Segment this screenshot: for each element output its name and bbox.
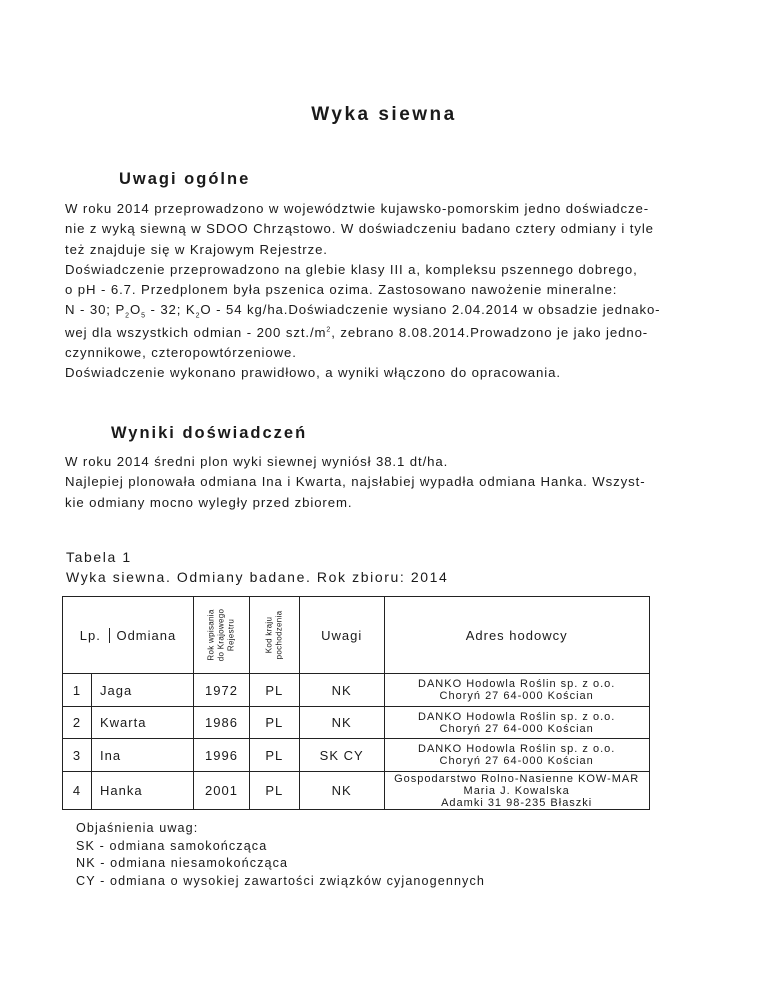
table-row <box>63 674 650 707</box>
density-line: wej dla wszystkich odmian - 200 $szt./m^2$, zebrano 8.08.2014.Prowadzono je jako jedno- <box>65 324 649 340</box>
cell-year: 1972 <box>194 674 250 707</box>
cell-year: 1996 <box>194 739 250 772</box>
legend-item: CY - odmiana o wysokiej zawartości związków cyjanogennych <box>76 873 485 888</box>
cell-country: PL <box>250 772 300 810</box>
cell-notes: NK <box>299 674 384 707</box>
cell-lp: 1 <box>63 674 92 707</box>
cell-lp: 3 <box>63 739 92 772</box>
cell-variety: Hanka <box>92 772 194 810</box>
text-line: Najlepiej plonowała odmiana Ina i Kwarta, najsłabiej wypadła odmiana Hanka. Wszyst- <box>65 474 646 490</box>
cell-notes: NK <box>299 772 384 810</box>
cell-variety: Jaga <box>92 674 194 707</box>
results-text <box>65 452 725 513</box>
table-number: Tabela 1 <box>66 549 132 565</box>
notes-legend <box>76 820 485 890</box>
section-heading-results: Wyniki doświadczeń <box>111 424 308 442</box>
text-line: czynnikowe, czteropowtórzeniowe. <box>65 345 297 361</box>
cell-notes: SK CY <box>299 739 384 772</box>
cell-address: DANKO Hodowla Roślin sp. z o.o. Choryń 27 64-000 Kościan <box>384 739 649 772</box>
table-row <box>63 772 650 810</box>
section-heading-general: Uwagi ogólne <box>119 170 251 188</box>
cell-country: PL <box>250 739 300 772</box>
header-country-code: Kod kraju pochodzenia <box>250 597 300 674</box>
table-caption <box>66 547 448 587</box>
cell-lp: 4 <box>63 772 92 810</box>
table-title: Wyka siewna. Odmiany badane. Rok zbioru: 2014 <box>66 569 449 585</box>
cell-variety: Ina <box>92 739 194 772</box>
text-line: W roku 2014 średni plon wyki siewnej wyniósł 38.1 dt/ha. <box>65 454 449 469</box>
page-title: Wyka siewna <box>311 104 457 125</box>
cell-year: 2001 <box>194 772 250 810</box>
header-lp: Lp. <box>79 627 101 643</box>
header-breeder-address: Adres hodowcy <box>384 597 649 674</box>
cell-country: PL <box>250 674 300 707</box>
text-line: nie z wyką siewną w SDOO Chrząstowo. W doświadczeniu badano cztery odmiany i tyle <box>65 221 654 237</box>
text-line: Doświadczenie przeprowadzono na glebie klasy III a, kompleksu pszennego dobrego, <box>65 261 638 277</box>
general-remarks-text <box>65 199 725 384</box>
cell-address: Gospodarstwo Rolno-Nasienne KOW-MAR Maria J. Kowalska Adamki 31 98-235 Błaszki <box>384 772 649 810</box>
cell-lp: 2 <box>63 707 92 739</box>
cell-country: PL <box>250 707 300 739</box>
header-registration-year: Rok wpisania do Krajowego Rejestru <box>194 597 250 674</box>
text-line: o pH - 6.7. Przedplonem była pszenica ozima. Zastosowano nawożenie mineralne: <box>65 282 618 298</box>
cell-variety: Kwarta <box>92 707 194 739</box>
header-lp-odmiana <box>63 597 194 674</box>
cell-address: DANKO Hodowla Roślin sp. z o.o. Choryń 27 64-000 Kościan <box>384 674 649 707</box>
header-notes: Uwagi <box>299 597 384 674</box>
fertilization-line: N - 30; $P_2O_5 - 32$; $K_2O - 54$ kg/ha.Doświadczenie wysiano 2.04.2014 w obsadzie jednako- <box>65 302 661 321</box>
table-row <box>63 739 650 772</box>
legend-item: NK - odmiana niesamokończąca <box>76 856 289 871</box>
cell-address: DANKO Hodowla Roślin sp. z o.o. Choryń 27 64-000 Kościan <box>384 707 649 739</box>
varieties-table <box>62 596 650 810</box>
cell-year: 1986 <box>194 707 250 739</box>
legend-title: Objaśnienia uwag: <box>76 821 199 835</box>
text-line: Doświadczenie wykonano prawidłowo, a wyniki włączono do opracowania. <box>65 365 561 381</box>
text-line: też znajduje się w Krajowym Rejestrze. <box>65 241 328 257</box>
text-line: kie odmiany mocno wyległy przed zbiorem. <box>65 494 353 510</box>
table-header-row <box>63 597 650 674</box>
text-line: W roku 2014 przeprowadzono w województwie kujawsko-pomorskim jedno doświadcze- <box>65 201 650 216</box>
header-odmiana: Odmiana <box>109 628 176 643</box>
table-row <box>63 707 650 739</box>
legend-item: SK - odmiana samokończąca <box>76 838 268 853</box>
cell-notes: NK <box>299 707 384 739</box>
